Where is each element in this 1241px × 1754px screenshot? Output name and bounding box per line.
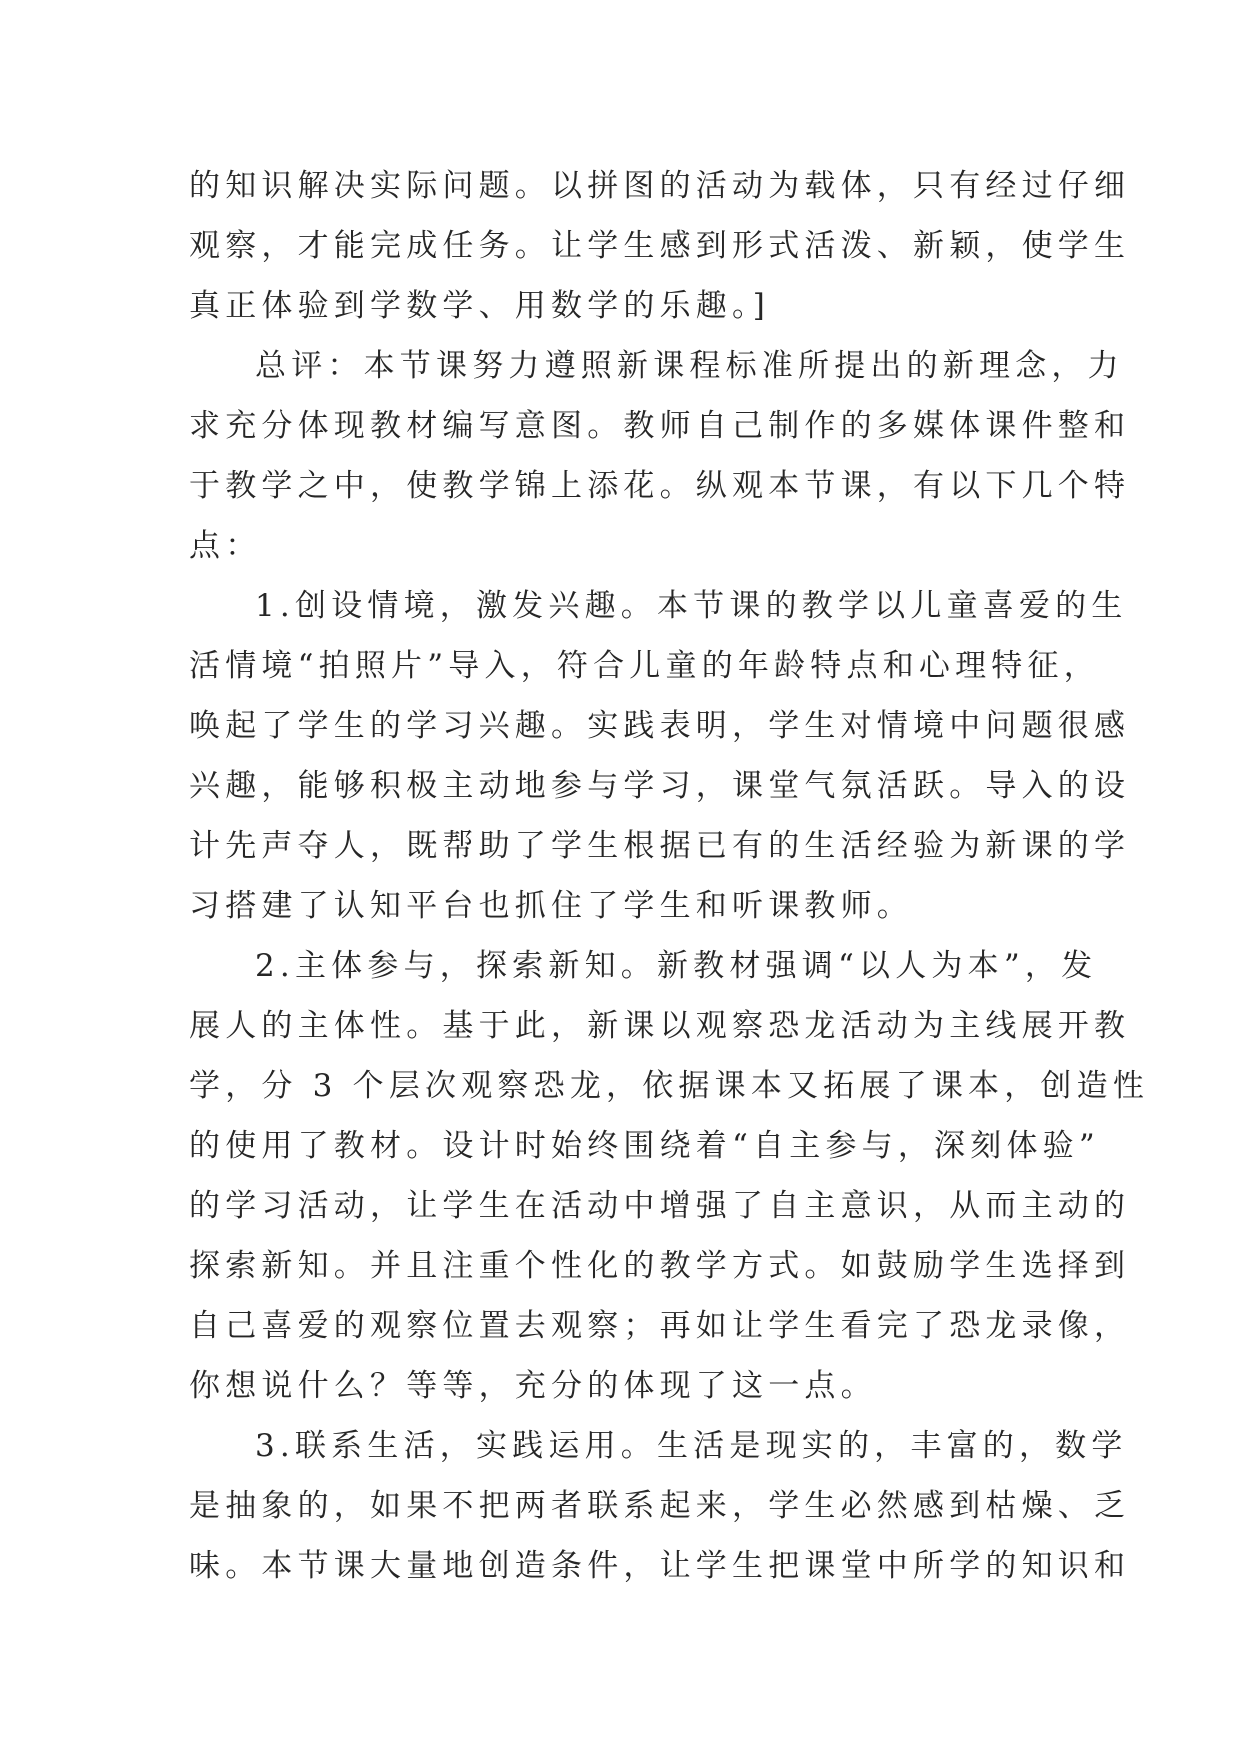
paragraph-start-line: 1.创设情境，激发兴趣。本节课的教学以儿童喜爱的生 [255, 588, 1128, 624]
text-line: 你想说什么？等等，充分的体现了这一点。 [189, 1368, 877, 1404]
document-body [189, 156, 1150, 1596]
text-line: 唤起了学生的学习兴趣。实践表明，学生对情境中问题很感 [189, 708, 1131, 744]
text-line: 点： [189, 528, 262, 564]
text-line: 展人的主体性。基于此，新课以观察恐龙活动为主线展开教 [189, 1008, 1131, 1044]
text-line: 是抽象的，如果不把两者联系起来，学生必然感到枯燥、乏 [189, 1488, 1131, 1524]
text-line: 真正体验到学数学、用数学的乐趣。] [189, 288, 770, 324]
text-line: 于教学之中，使教学锦上添花。纵观本节课，有以下几个特 [189, 468, 1131, 504]
paragraph-start-line: 3.联系生活，实践运用。生活是现实的，丰富的，数学 [255, 1428, 1128, 1464]
text-line: 的使用了教材。设计时始终围绕着“自主参与，深刻体验” [189, 1128, 1100, 1164]
text-line: 的知识解决实际问题。以拼图的活动为载体，只有经过仔细 [189, 168, 1131, 204]
text-line: 习搭建了认知平台也抓住了学生和听课教师。 [189, 888, 913, 924]
text-line: 探索新知。并且注重个性化的教学方式。如鼓励学生选择到 [189, 1248, 1131, 1284]
text-line: 计先声夺人，既帮助了学生根据已有的生活经验为新课的学 [189, 828, 1131, 864]
text-line: 兴趣，能够积极主动地参与学习，课堂气氛活跃。导入的设 [189, 768, 1131, 804]
text-line: 的学习活动，让学生在活动中增强了自主意识，从而主动的 [189, 1188, 1131, 1224]
text-line: 学，分 3 个层次观察恐龙，依据课本又拓展了课本，创造性 [189, 1068, 1150, 1104]
text-line: 自己喜爱的观察位置去观察；再如让学生看完了恐龙录像， [189, 1308, 1131, 1344]
text-line: 求充分体现教材编写意图。教师自己制作的多媒体课件整和 [189, 408, 1131, 444]
text-line: 观察，才能完成任务。让学生感到形式活泼、新颖，使学生 [189, 228, 1131, 264]
paragraph-start-line: 总评：本节课努力遵照新课程标准所提出的新理念，力 [255, 348, 1124, 384]
text-line: 活情境“拍照片”导入，符合儿童的年龄特点和心理特征， [189, 648, 1100, 684]
text-line: 味。本节课大量地创造条件，让学生把课堂中所学的知识和 [189, 1548, 1131, 1584]
paragraph-start-line: 2.主体参与，探索新知。新教材强调“以人为本”，发 [255, 948, 1098, 984]
